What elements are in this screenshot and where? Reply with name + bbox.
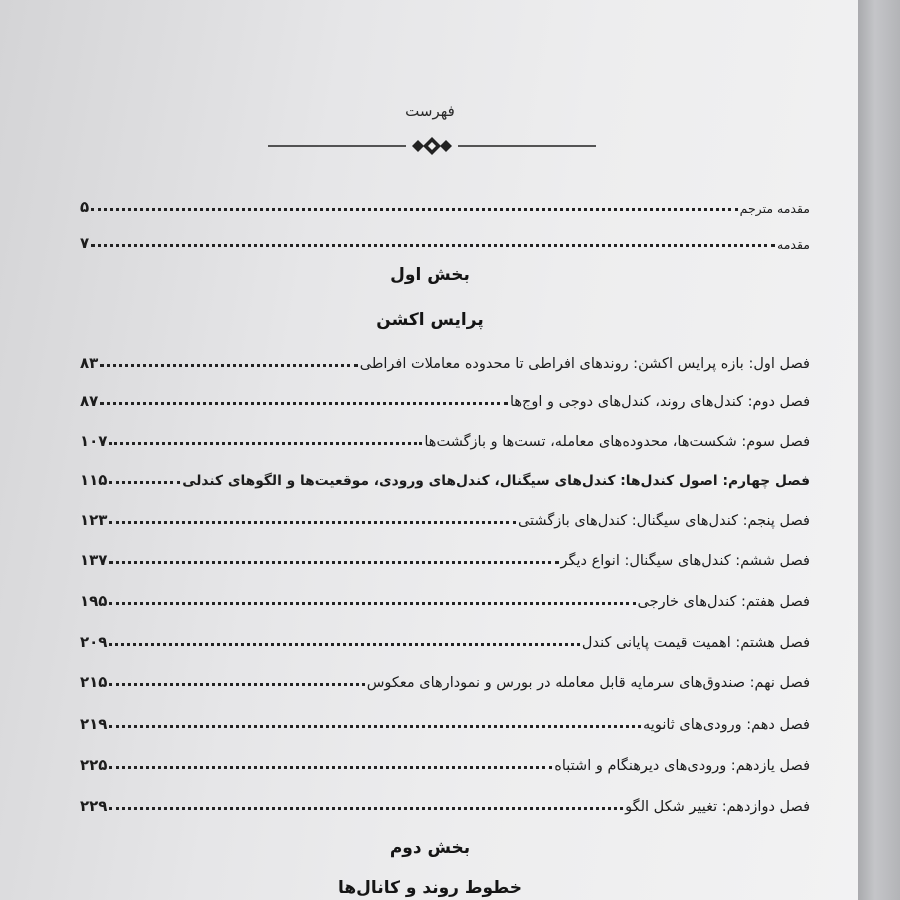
toc-entry-page: ۱۹۵	[80, 592, 108, 610]
toc-entry-chapter-5[interactable]	[80, 503, 810, 529]
toc-entry-chapter-1[interactable]	[80, 346, 810, 372]
toc-entry-label: فصل ششم: کندل‌های سیگنال: انواع دیگر	[560, 553, 810, 569]
toc-entry-page: ۲۰۹	[80, 633, 108, 651]
toc-entry-page: ۵	[80, 198, 90, 216]
part1-heading: بخش اول	[390, 265, 470, 285]
dot-leader	[91, 208, 737, 211]
dot-leader	[91, 244, 775, 247]
toc-entry-label: فصل هشتم: اهمیت قیمت پایانی کندل	[581, 635, 810, 651]
dot-leader	[109, 725, 641, 728]
toc-entry-chapter-7[interactable]	[80, 584, 810, 610]
dot-leader	[109, 683, 364, 686]
dot-leader	[109, 766, 552, 769]
part2-subtitle: خطوط روند و کانال‌ها	[338, 878, 522, 898]
toc-entry-page: ۱۲۳	[80, 511, 108, 529]
toc-entry-label: فصل دهم: ورودی‌های ثانویه	[643, 717, 810, 733]
toc-entry-page: ۲۲۹	[80, 797, 108, 815]
toc-entry-label: فصل یازدهم: ورودی‌های دیرهنگام و اشتباه	[554, 758, 810, 774]
toc-entry-chapter-3[interactable]	[80, 424, 810, 450]
dot-leader	[109, 643, 579, 646]
dot-leader	[109, 481, 180, 484]
toc-entry-translator-preface[interactable]	[80, 190, 810, 216]
dot-leader	[100, 402, 508, 405]
toc-entry-chapter-4[interactable]	[80, 463, 810, 489]
toc-entry-chapter-9[interactable]	[80, 665, 810, 691]
toc-entry-label: فصل چهارم: اصول کندل‌ها: کندل‌های سیگنال، کندل‌های ورودی، موقعیت‌ها و الگوهای کندلی	[182, 473, 810, 489]
toc-entry-chapter-2[interactable]	[80, 384, 810, 410]
toc-title: فهرست	[405, 102, 455, 120]
toc-entry-label: فصل هفتم: کندل‌های خارجی	[637, 594, 810, 610]
dot-leader	[109, 442, 422, 445]
toc-entry-chapter-6[interactable]	[80, 543, 810, 569]
toc-entry-label: فصل پنجم: کندل‌های سیگنال: کندل‌های بازگشتی	[517, 513, 810, 529]
dot-leader	[109, 561, 558, 564]
toc-entry-label: مقدمه	[777, 237, 810, 252]
toc-entry-page: ۸۳	[80, 354, 99, 372]
dot-leader	[109, 807, 623, 810]
toc-entry-page: ۱۱۵	[80, 471, 108, 489]
toc-entry-label: مقدمه مترجم	[739, 201, 810, 216]
toc-entry-page: ۲۱۵	[80, 673, 108, 691]
part2-heading: بخش دوم	[389, 838, 471, 858]
page-edge-shadow	[858, 0, 900, 900]
toc-entry-chapter-10[interactable]	[80, 707, 810, 733]
dot-leader	[109, 602, 635, 605]
toc-entry-page: ۷	[80, 234, 90, 252]
toc-entry-page: ۱۰۷	[80, 432, 108, 450]
toc-entry-preface[interactable]	[80, 226, 810, 252]
toc-entry-label: فصل سوم: شکست‌ها، محدوده‌های معامله، تست‌ها و بازگشت‌ها	[424, 434, 810, 450]
toc-entry-page: ۸۷	[80, 392, 99, 410]
toc-entry-chapter-8[interactable]	[80, 625, 810, 651]
toc-entry-chapter-11[interactable]	[80, 748, 810, 774]
toc-entry-label: فصل اول: بازه پرایس اکشن: روندهای افراطی تا محدوده معاملات افراطی	[359, 356, 810, 372]
toc-entry-page: ۲۲۵	[80, 756, 108, 774]
toc-entry-page: ۲۱۹	[80, 715, 108, 733]
toc-entry-label: فصل نهم: صندوق‌های سرمایه قابل معامله در بورس و نمودارهای معکوس	[366, 675, 810, 691]
dot-leader	[109, 521, 516, 524]
part1-subtitle: پرایس اکشن	[376, 310, 484, 330]
toc-entry-label: فصل دوازدهم: تغییر شکل الگو	[625, 799, 810, 815]
toc-entry-label: فصل دوم: کندل‌های روند، کندل‌های دوجی و اوج‌ها	[509, 394, 810, 410]
toc-entry-chapter-12[interactable]	[80, 789, 810, 815]
title-ornament-divider	[268, 136, 596, 156]
toc-entry-page: ۱۳۷	[80, 551, 108, 569]
dot-leader	[100, 364, 357, 367]
